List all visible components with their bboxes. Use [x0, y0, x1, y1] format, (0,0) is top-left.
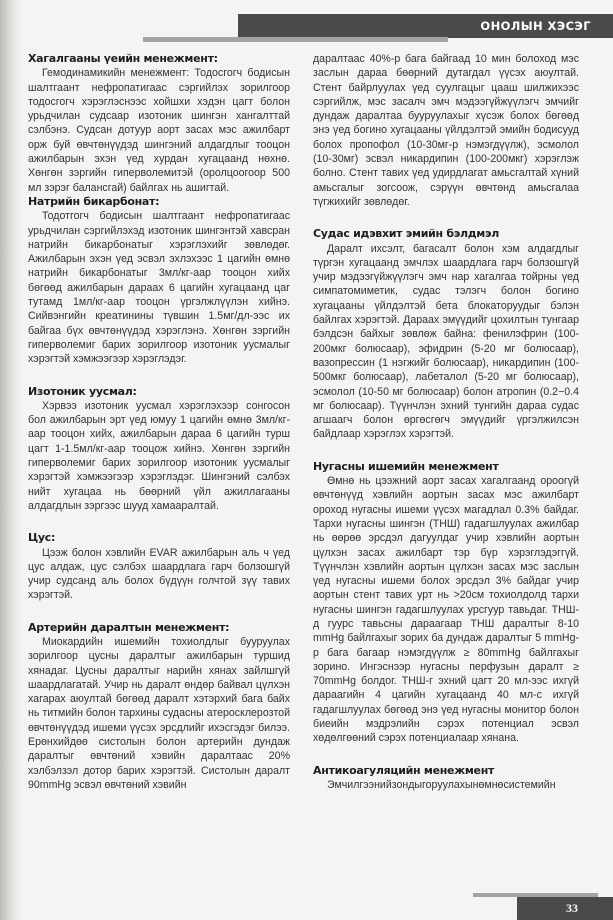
- paragraph-isotonic-solution: Хэрвээ изотоник уусмал хэрэглэхээр сонгосон бол ажилбарын эрт үед юмуу 1 цагийн өмнө 3мл/кг-аар тооцон хийх, ажилбарын дараа 6 цагийн турш цагт 1-1.5мл/кг-аар тооцож хийнэ. Хөнгөн зэргийн гиперволемиг барих зорилгоор изотоник уусмалыг хэрэгтэй хэмжээгээр хэрэглэдэг. Шингэний сэлбэх нийт хугацаа нь бөөрний үйл ажиллагааны алдагдлын зэргээс шууд хамааралтай.: [28, 399, 290, 512]
- paragraph-blood: Цээж болон хэвлийн EVAR ажилбарын аль ч үед цус алдаж, цус сэлбэх шаардлага гарч болзошгүй учир судсанд аль болох бүдүүн голчтой зүү тавих хэрэгтэй.: [28, 546, 290, 602]
- heading-blood: Цус:: [28, 531, 56, 545]
- paragraph-anticoagulation-management: Эмчилгээнийзондыгоруулахынөмнөсистемийн: [327, 778, 556, 791]
- left-column: [28, 52, 290, 792]
- header-divider: [143, 37, 448, 42]
- paragraph-hemodynamic-management: Гемодинамикийн менежмент: Тодосгогч бодисын шалтгаант нефропатигаас сэргийлэх зорилгоор тодосгогч хэрэглэснээс хойшхи хэдэн цагт болон урьдчилан судсаар изотоник шингэн хангалттай сэлбэнэ. Судсан дотуур аорт засах мэс ажилбарт орж буй өвчтөнүүдэд шингэний алдагдлыг тооцон ажилбарын эхэн үед хурдан хугацаанд нөхнө. Хөнгөн зэргийн гиперволемитэй (оролцоогоор 500 мл зэрэг балансгай) байлгах нь ашигтай.: [28, 67, 290, 194]
- footer-bar: [517, 897, 613, 920]
- right-column: [313, 52, 579, 792]
- heading-arterial-pressure-management: Артерийн даралтын менежмент:: [28, 620, 230, 634]
- page-binding-shadow: [0, 0, 22, 920]
- heading-intraoperative-management: Хагалгааны үеийн менежмент:: [28, 52, 218, 65]
- section-header-bar: [238, 14, 613, 38]
- paragraph-continuation: даралтаас 40%-р бага байгаад 10 мин болоход мэс заслын дараа бөөрний дутагдал үүсэх аюултай. Стент байрлуулах үед суулгацыг цааш шилжихээс сэргийлж, мэс засалч эмч мэдээгүйжүүлэгч эмчийг дундаж даралтаа бууруулахыг хүсэж болох бөгөөд энэ үед богино хугацааны үйлдэлтэй эмийн бодисууд болох пропофол (10-30мг-р нэмэгдүүлж), эсмолол (10-30мг) эсвэл никардипин (100-200мкг) хэрэглэж болно. Стент тавих үед удирдлагат амьсгалтай хүний амьсгалыг зогсоож, сэрүүн өвчтөнд амьсгалаа түгжихийг зөвлөдөг.: [313, 53, 579, 208]
- paragraph-spinal-ischemia-management: Өмнө нь цээжний аорт засах хагалгаанд ороогүй өвчтөнүүд хэвлийн аортын засах мэс ажилбарт ороход нугасны ишеми үүсэх магадлал 0.3% байдаг. Тархи нугасны шингэн (ТНШ) гадагшлуулах ажилбар нь өөрөө эрсдэл дагуулдаг учир хэвлийн аортын цүлхэн засах ажилбарт тэр бүр хэрэглэдэггүй. Түүнчлэн хэвлийн аортын цүлхэн засах мэс заслын үед нугасны ишеми болох эрсдэл 3% байдаг учир аортын стент тавих урт нь >20см тохиолдолд тархи нугасны шингэн гадагшлуулах урсгуур тавьдаг. ТНШ-д гуурс тавьсны дараагаар ТНШ даралтыг 8-10 mmHg байлгахыг зорих ба дундаж даралтыг 5 mmHg-р бага багаар нэмэгдүүлж ≥ 80mmHg байлгахыг зорино. Ингэснээр нугасны перфузын даралт ≥ 70mmHg болдог. ТНШ-г эхний цагт 20 мл-ээс ихгүй дараагийн 4 цагийн хугацаанд 40 мл-с ихгүй гадагшлуулах бөгөөд энэ үед нугасны монитор болон биеийн мэдрэлийн сэрэх потенциал эсвэл хөдөлгөөний сэрэх потенциалаар хянана.: [313, 475, 579, 745]
- heading-isotonic-solution: Изотоник уусмал:: [28, 384, 137, 398]
- heading-vasoactive-drugs: Судас идэвхит эмийн бэлдмэл: [313, 227, 499, 241]
- paragraph-arterial-pressure-management: Миокардийн ишемийн тохиолдлыг бууруулах зорилгоор цусны даралтыг ажилбарын туршид хянадаг. Цусны даралтыг нарийн хянах зайлшгүй шаардлагатай. Учир нь даралт өндөр байвал цүлхэн хагарах аюултай бөгөөд даралт хэтэрхий бага байх нь титмийн болон тархины судасны атеросклерозтой өвчтөнүүдэд ишеми үүсэх эрсдлийг ихэсгэдэг билээ. Ерөнхийдөө систолын болон артерийн дундаж даралтыг өвчтөний хэвийн даралтаас 20% хэлбэлзэл дотор барих хэрэгтэй. Систолын даралт 90mmHg эсвэл өвчтөний хэвийн: [28, 635, 290, 791]
- heading-spinal-ischemia-management: Нугасны ишемийн менежмент: [313, 459, 499, 473]
- section-title: ОНОЛЫН ХЭСЭГ: [480, 19, 591, 33]
- page-number: 33: [566, 901, 578, 915]
- paragraph-vasoactive-drugs: Даралт ихсэлт, багасалт болон хэм алдагдлыг түргэн хугацаанд эмчлэх шаардлага гарч болзошгүй учир мэдээгүйжүүлэгч эмч нар хагалгаа тойрны үед симпатомиметик, судас тэлэгч болон богино хугацааны үйлдэлтэй бета блокаторуудыг бэлэн байлгах хэрэгтэй. Дараах эмүүдийг цохилтын тунгаар бэлдсэн байхыг зөвлөж байна: фенилэфрин (100-200мкг болюсаар), эфидрин (5-20 мг болюсаар), вазопрессин (1 нэгжийг болюсаар), никардипин (100-500мкг болюсаар), лабеталол (5-20 мг болюсаар), эсмолол (10-50 мг болюсаар) болон атропин (0.2−0.4 мг болюсаар). Түүнчлэн эхний тунгийн дараа судас агшаагч болон өргөсгөгч эмүүдийг үргэлжилсэн байдлаар хэрэглэх хэрэгтэй.: [313, 242, 579, 441]
- heading-anticoagulation-management: Антикоагуляцийн менежмент: [313, 763, 495, 777]
- heading-sodium-bicarbonate: Натрийн бикарбонат:: [28, 194, 160, 208]
- paragraph-sodium-bicarbonate: Тодотгогч бодисын шалтгаант нефропатигаас урьдчилан сэргийлэхэд изотоник шингэнтэй хавсран натрийн бикарбонатыг хэрэглэхийг зөвлөдөг. Ажилбарын эхэн үед эсвэл эхлэхээс 1 цагийн өмнө натрийн бикарбонатыг 3мл/кг-аар тооцон хийх бөгөөд ажилбарын дараах 6 цагийн хугацаанд цаг тутамд 1мл/кг-аар тооцон үргэлжлүүлэн хийнэ. Сийвэнгийн креатинины түвшин 1.5мг/дл-ээс их байгаа бүх өвчтөнүүдэд хэрэглэнэ. Хөнгөн зэргийн гиперволемиг барих зорилгоор изотоник уусмалыг хэрэгтэй хэмжээгээр хэрэглэдэг.: [28, 210, 290, 366]
